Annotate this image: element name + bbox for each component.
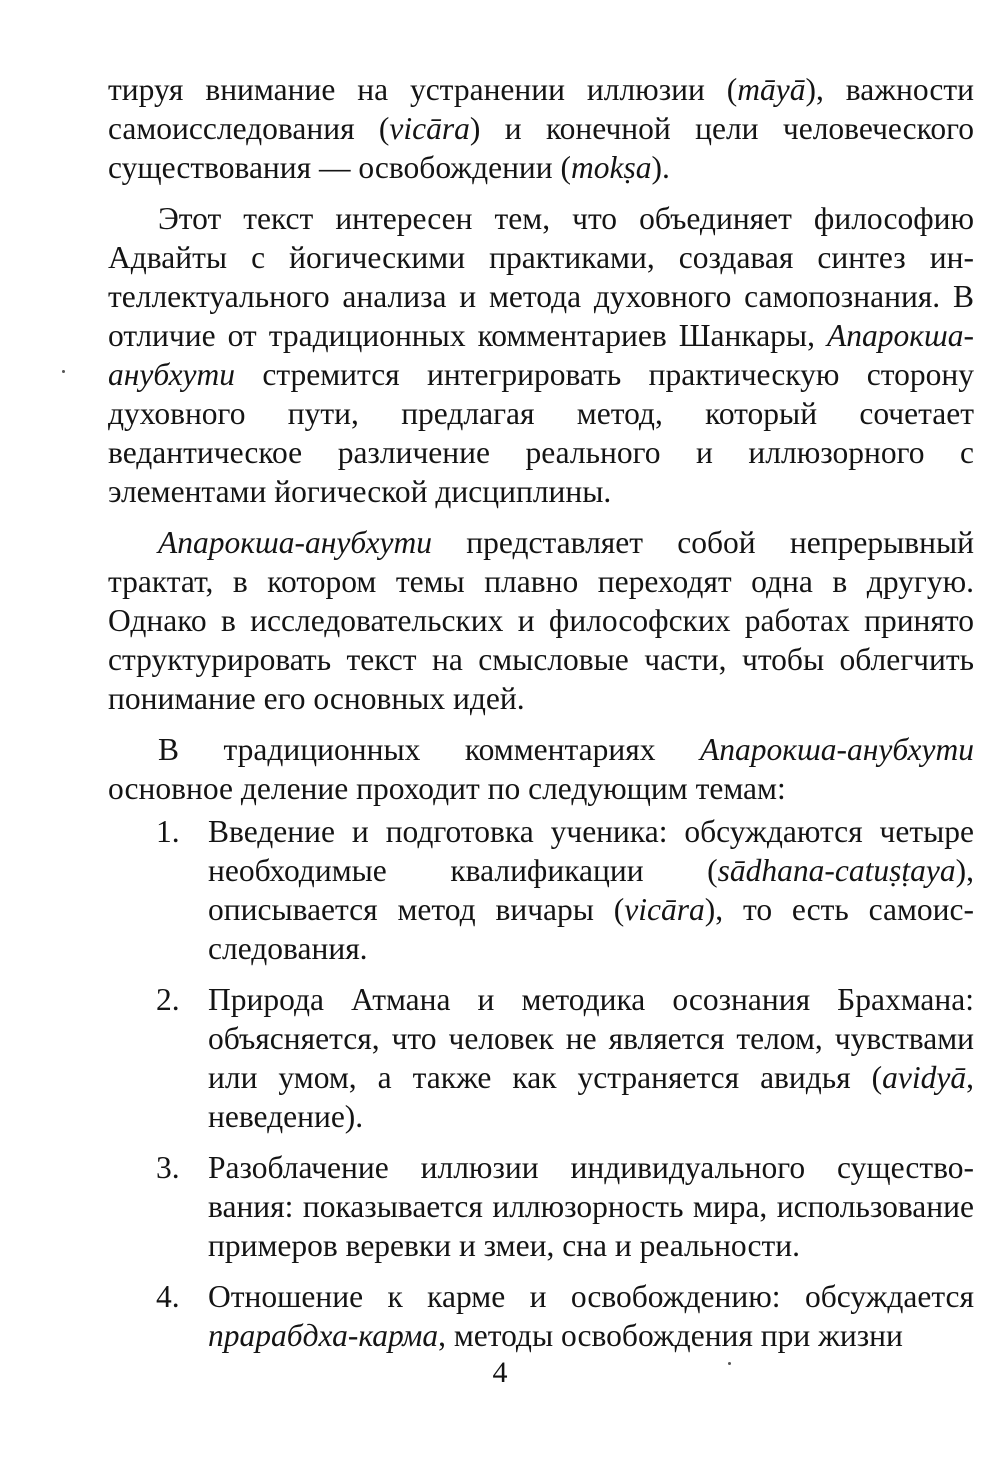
italic-term: Апарокша-анубхути	[699, 732, 974, 767]
list-item-number: 3.	[156, 1150, 180, 1185]
list-item	[108, 980, 974, 1136]
italic-term: avidyā	[882, 1060, 967, 1095]
list-item-number: 1.	[156, 814, 180, 849]
paragraph-4: В традиционных комментариях Апарокша-анубхути основное деление проходит по следующим темам:	[108, 732, 974, 806]
italic-term: Апарокша-анубхути	[158, 525, 433, 560]
italic-term: mokṣa	[571, 150, 652, 185]
list-item	[108, 1148, 974, 1265]
paragraph-3: Апарокша-анубхути представляет собой непрерывный трактат, в котором темы плавно переходят одна в другую. Однако в исследовательских и философских работах принято структурировать текст на смысловые части, чтобы облегчить понимание его основных идей.	[108, 525, 974, 716]
paragraph-intro: тируя внимание на устранении иллюзии (māyā), важности самоисследования (vicāra) и конечной цели человеческого существования — освобождении (mokṣa).	[108, 72, 975, 185]
list-item-number: 4.	[156, 1279, 180, 1314]
list-item-text: Отношение к карме и освобождению: обсуждается прарабдха-карма, методы освобождения при жизни	[208, 1279, 974, 1353]
list-item	[108, 1277, 974, 1355]
topic-list	[108, 812, 974, 1355]
scan-speck	[728, 1362, 731, 1365]
list-item-text: Природа Атмана и методика осознания Брахмана: объясняется, что человек не является телом, чувствами или умом, а также как устраняется авидья (avidyā, неведение).	[208, 982, 974, 1134]
italic-term: Апарокша-анубхути	[108, 318, 974, 392]
italic-term: vicāra	[624, 892, 705, 927]
paragraph-2: Этот текст интересен тем, что объединяет философию Адвайты с йогическими практиками, создавая синтез интеллектуального анализа и метода духовного самопознания. В отличие от традиционных комментариев Шанкары, Апарокша-анубхути стремится интегрировать практическую сторону духовного пути, предлагая метод, который сочетает ведантическое различение реального и иллюзорного с элементами йогической дисциплины.	[108, 201, 974, 509]
page-number: 4	[492, 1356, 508, 1389]
list-item-number: 2.	[156, 982, 180, 1017]
list-item-text: Введение и подготовка ученика: обсуждаются четыре необходимые квалификации (sādhana-catuṣṭaya), описывается метод вичары (vicāra), то есть самоисследования.	[208, 814, 975, 966]
italic-term: vicāra	[389, 111, 470, 146]
list-item	[108, 812, 974, 968]
scan-speck	[62, 370, 65, 373]
list-item-text: Разоблачение иллюзии индивидуального существования: показывается иллюзорность мира, использование примеров веревки и змеи, сна и реальности.	[208, 1150, 974, 1263]
page-body	[108, 70, 974, 1367]
italic-term: māyā	[737, 72, 806, 107]
italic-term: прарабдха-карма	[208, 1318, 439, 1353]
italic-term: sādhana-catuṣṭaya	[717, 853, 956, 888]
